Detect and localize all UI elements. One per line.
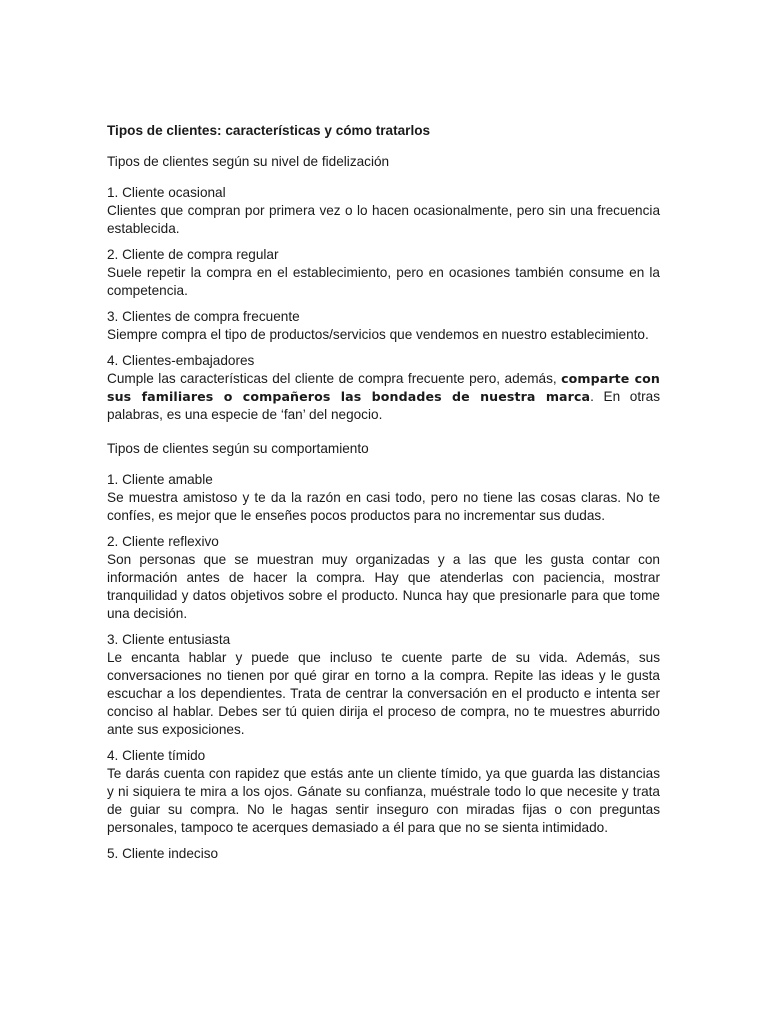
item-body [107,370,660,424]
item-heading: 5. Cliente indeciso [107,846,219,861]
list-item [107,308,660,344]
list-item [107,471,660,525]
item-body: Clientes que compran por primera vez o lo hacen ocasionalmente, pero sin una frecuencia establecida. [107,203,660,236]
document-page [107,122,660,871]
list-item [107,631,660,739]
list-item [107,845,660,863]
item-body: Le encanta hablar y puede que incluso te cuente parte de su vida. Además, sus conversaciones no tienen por qué girar en torno a la compra. Repite las ideas y le gusta escuchar a los dependientes. Trata de centrar la conversación en el producto e intenta ser conciso al hablar. Debes ser tú quien dirija el proceso de compra, no te muestres aburrido ante sus exposiciones. [107,650,660,737]
item-heading: 2. Cliente reflexivo [107,534,219,549]
item-heading: 4. Clientes-embajadores [107,353,255,368]
section-heading-fidelizacion: Tipos de clientes según su nivel de fidelización [107,154,390,169]
item-body: Son personas que se muestran muy organizadas y a las que les gusta contar con información antes de hacer la compra. Hay que atenderlas con paciencia, mostrar tranquilidad y datos objetivos sobre el producto. Nunca hay que presionarle para que tome una decisión. [107,552,660,621]
item-body: Se muestra amistoso y te da la razón en casi todo, pero no tiene las cosas claras. No te confíes, es mejor que le enseñes pocos productos para no incrementar sus dudas. [107,490,660,523]
item-body-text: . En otras palabras, es una especie de ‘fan’ del negocio. [107,389,660,422]
list-item [107,533,660,623]
section-heading-comportamiento: Tipos de clientes según su comportamiento [107,441,369,456]
list-item [107,747,660,837]
item-body: Siempre compra el tipo de productos/servicios que vendemos en nuestro establecimiento. [107,327,649,342]
spacer [107,432,660,440]
item-heading: 2. Cliente de compra regular [107,247,279,262]
list-item [107,246,660,300]
item-heading: 3. Clientes de compra frecuente [107,309,300,324]
item-body-emphasis: comparte con sus familiares o compañeros las bondades de nuestra marca [107,371,660,404]
list-item [107,184,660,238]
item-body: Suele repetir la compra en el establecimiento, pero en ocasiones también consume en la competencia. [107,265,660,298]
item-heading: 1. Cliente amable [107,472,213,487]
item-heading: 3. Cliente entusiasta [107,632,231,647]
item-heading: 1. Cliente ocasional [107,185,226,200]
item-body-text: Cumple las características del cliente de compra frecuente pero, además, [107,371,562,386]
document-title: Tipos de clientes: características y cómo tratarlos [107,123,431,138]
list-item [107,352,660,424]
item-body: Te darás cuenta con rapidez que estás ante un cliente tímido, ya que guarda las distancias y ni siquiera te mira a los ojos. Gánate su confianza, muéstrale todo lo que necesite y trata de guiar su compra. No le hagas sentir inseguro con miradas fijas o con preguntas personales, tampoco te acerques demasiado a él para que no se sienta intimidado. [107,766,660,835]
item-heading: 4. Cliente tímido [107,748,206,763]
